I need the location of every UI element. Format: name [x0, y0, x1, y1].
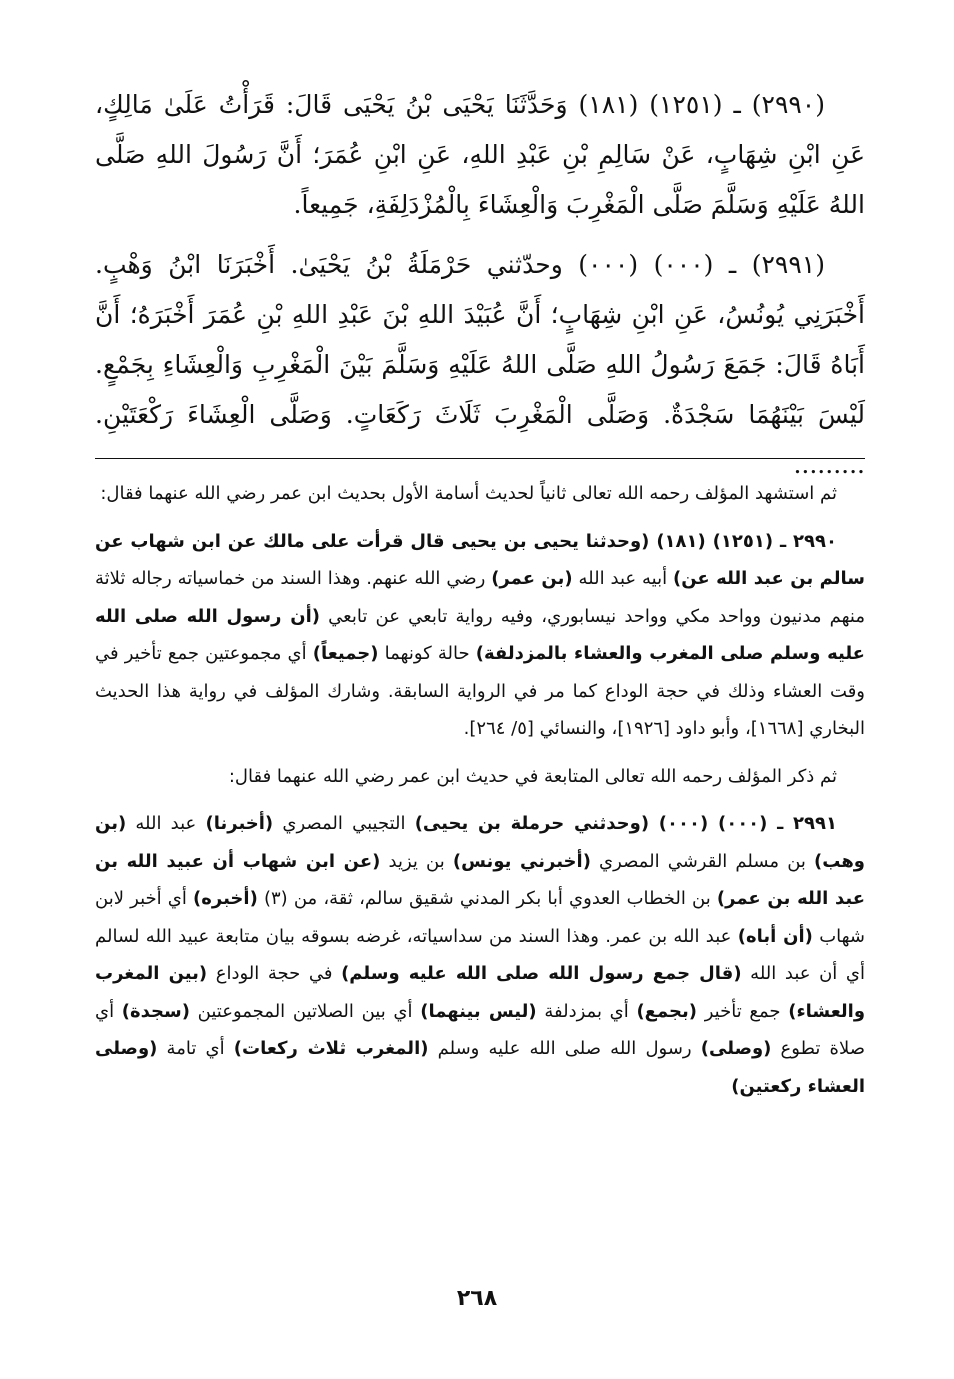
commentary-quote: (وصلى) [700, 1038, 772, 1059]
commentary-text: حالة كونهما [378, 643, 476, 664]
commentary-text: أي صلاة تطوع [95, 1000, 865, 1059]
commentary-text: عبد الله [126, 813, 206, 834]
commentary-quote: (وصلى العشاء ركعتين) [95, 1038, 865, 1097]
commentary-text: أي بين الصلاتين المجموعتين [189, 1000, 421, 1022]
commentary-paragraph [95, 523, 865, 748]
commentary-paragraph [95, 475, 865, 513]
commentary-text: ثم استشهد المؤلف رحمه الله تعالى ثانياً لحديث أسامة الأول بحديث ابن عمر رضي الله عنهما فقال: [100, 483, 837, 504]
hadith-2990: (٢٩٩٠) ـ (١٢٥١) (١٨١) وَحَدَّثَنَا يَحْيَى بْنُ يَحْيَى قَالَ: قَرَأْتُ عَلَىٰ مَالِكٍ، عَنِ ابْنِ شِهَابٍ، عَنْ سَالِمِ بْنِ عَبْدِ اللهِ، عَنِ ابْنِ عُمَرَ؛ أَنَّ رَسُولَ اللهِ صَلَّى اللهُ عَلَيْهِ وَسَلَّمَ صَلَّى الْمَغْرِبَ وَالْعِشَاءَ بِالْمُزْدَلِفَةِ، جَمِيعاً. [95, 90, 865, 219]
commentary-quote: (أخبرني يونس) [452, 850, 591, 872]
hadith-text-block [95, 80, 865, 500]
commentary-paragraph [95, 805, 865, 1105]
commentary-quote: (أن أباه) [737, 925, 813, 947]
commentary-text: أي أخبر لابن شهاب [95, 888, 865, 947]
commentary-quote: (المغرب ثلاث ركعات) [233, 1038, 429, 1059]
hadith-2991: (٢٩٩١) ـ (٠٠٠) (٠٠٠) وحدّثني حَرْمَلَةُ بْنُ يَحْيَىٰ. أَخْبَرَنَا ابْنُ وَهْبٍ. أَخْبَرَنِي يُونُسُ، عَنِ ابْنِ شِهَابٍ؛ أَنَّ عُبَيْدَ اللهِ بْنَ عَبْدِ اللهِ بْنِ عُمَرَ أَخْبَرَهُ؛ أَنَّ أَبَاهُ قَالَ: جَمَعَ رَسُولُ اللهِ صَلَّى اللهُ عَلَيْهِ وَسَلَّمَ بَيْنَ الْمَغْرِبِ وَالْعِشَاءِ بِجَمْعٍ. لَيْسَ بَيْنَهُمَا سَجْدَةٌ. وَصَلَّى الْمَغْرِبَ ثَلَاثَ رَكَعَاتٍ. وَصَلَّى الْعِشَاءَ رَكْعَتَيْنِ. ......... [95, 250, 865, 479]
commentary-quote: (أخبره) [193, 888, 258, 909]
commentary-text: أي تامة [157, 1038, 234, 1059]
commentary-block [95, 475, 865, 1115]
commentary-text: أبيه عبد الله [572, 568, 673, 589]
commentary-text: التجيبي المصري [273, 813, 415, 834]
commentary-text: بن مسلم القرشي المصري [590, 850, 815, 872]
commentary-quote: ٢٩٩٠ ـ (١٢٥١) (١٨١) (وحدثنا يحيى بن يحيى قال قرأت على مالك عن ابن شهاب عن سالم بن عبد الله عن) [95, 530, 865, 589]
commentary-quote: (أن رسول الله صلى الله عليه وسلم صلى المغرب والعشاء بالمزدلفة) [95, 605, 865, 664]
commentary-text: بن يزيد [380, 850, 453, 872]
commentary-text: بن الخطاب العدوي أبا بكر المدني شقيق سالم، ثقة، من (٣) [257, 888, 717, 909]
commentary-text: رسول الله صلى الله عليه وسلم [428, 1038, 701, 1059]
page-number: ٢٦٨ [456, 1286, 498, 1311]
commentary-quote: (جميعاً) [312, 643, 379, 664]
commentary-quote: (بجمع) [636, 1000, 698, 1022]
commentary-quote: (بن عمر) [491, 568, 573, 589]
commentary-quote: (قال جمع رسول الله صلى الله عليه وسلم) [341, 963, 742, 984]
commentary-text: رضي الله عنهم. وهذا السند من خماسياته رجاله ثلاثة منهم مدنيون وواحد مكي وواحد نيسابوري، وفيه رواية تابعي عن تابعي [95, 568, 865, 627]
commentary-text: جمع تأخير [697, 1000, 789, 1022]
commentary-quote: (بين المغرب والعشاء) [95, 963, 866, 1022]
commentary-text: في حجة الوداع [207, 963, 342, 984]
commentary-quote: (ليس بينهما) [420, 1000, 537, 1022]
commentary-text: ثم ذكر المؤلف رحمه الله تعالى المتابعة في حديث ابن عمر رضي الله عنهما فقال: [228, 765, 837, 787]
commentary-quote: ٢٩٩١ ـ (٠٠٠) (٠٠٠) (وحدثني حرملة بن يحيى) [414, 813, 837, 834]
commentary-quote: (بن وهب) [95, 813, 865, 872]
commentary-text: أي مجموعتين جمع تأخير في وقت العشاء وذلك في حجة الوداع كما مر في الرواية السابقة. وشارك المؤلف في رواية هذا الحديث البخاري [١٦٦٨]، وأبو داود [١٩٢٦]، والنسائي [٥/ ٢٦٤]. [95, 643, 865, 739]
commentary-quote: (أخبرنا) [205, 813, 274, 834]
commentary-quote: (سجدة) [121, 1000, 190, 1022]
commentary-text: أي بمزدلفة [536, 1000, 637, 1022]
footnote-divider [95, 458, 865, 459]
commentary-quote: (عن ابن شهاب أن عبيد الله بن عبد الله بن عمر) [95, 850, 865, 909]
commentary-text: عبد الله بن عمر. وهذا السند من سداسياته، غرضه بسوقه بيان متابعة عبيد الله لسالم أي أن عبد الله [95, 925, 865, 984]
commentary-paragraph [95, 758, 865, 796]
